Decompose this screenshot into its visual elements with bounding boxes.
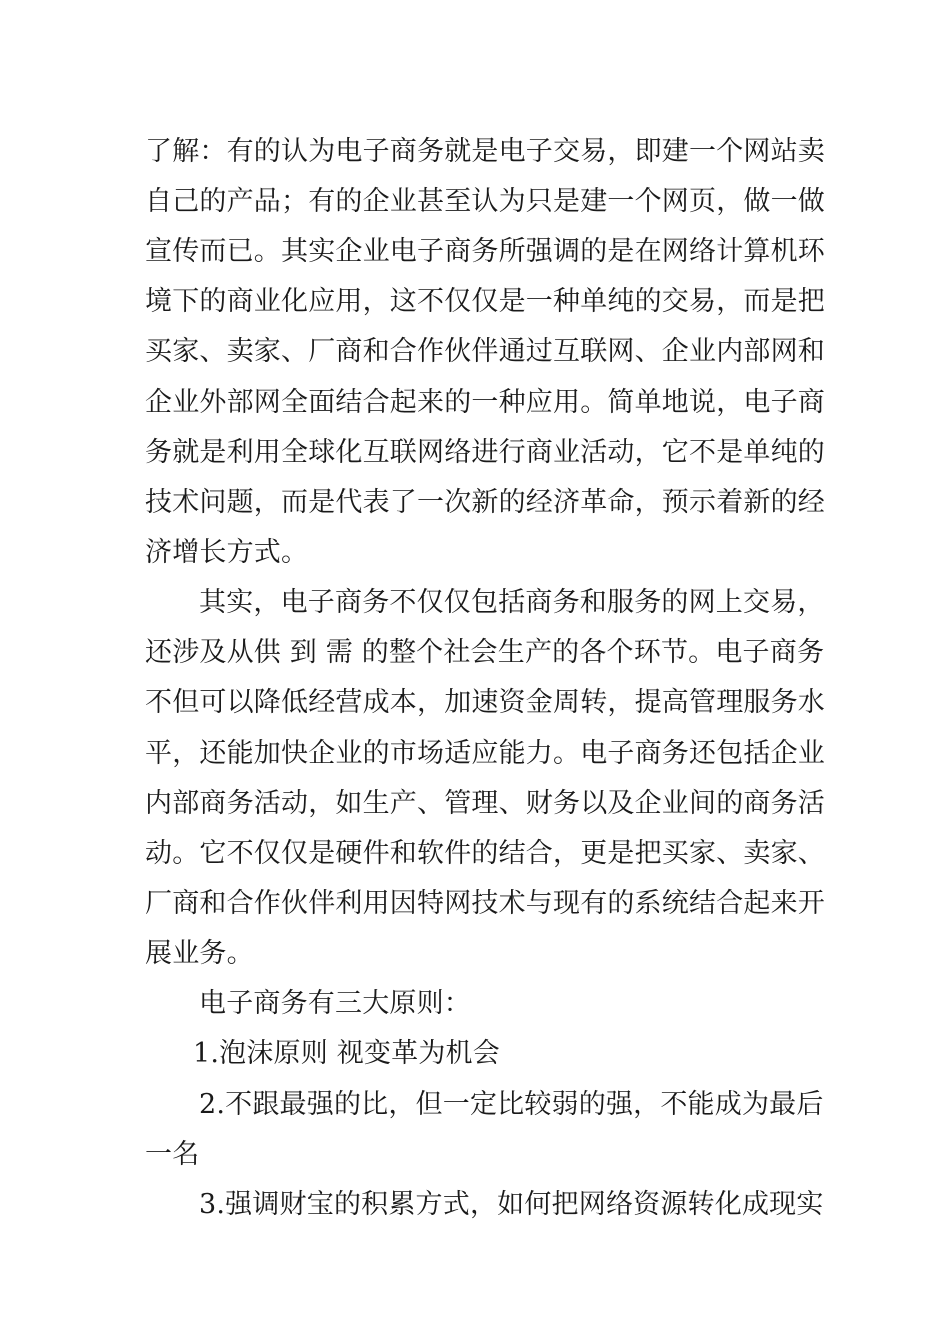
principles-intro: 电子商务有三大原则： — [199, 988, 471, 1019]
paragraph-1-line: 济增长方式。 — [145, 537, 309, 568]
paragraph-1-line: 自己的产品；有的企业甚至认为只是建一个网页，做一做 — [145, 186, 825, 217]
paragraph-2-line: 还涉及从供 到 需 的整个社会生产的各个环节。电子商务 — [145, 637, 825, 668]
paragraph-1-line: 企业外部网全面结合起来的一种应用。简单地说，电子商 — [145, 387, 825, 418]
principle-3: 3.强调财宝的积累方式，如何把网络资源转化成现实 — [199, 1189, 824, 1220]
paragraph-2-line: 不但可以降低经营成本，加速资金周转，提高管理服务水 — [145, 687, 825, 718]
paragraph-1-line: 境下的商业化应用，这不仅仅是一种单纯的交易，而是把 — [145, 286, 825, 317]
paragraph-2-line: 其实，电子商务不仅仅包括商务和服务的网上交易， — [199, 587, 825, 618]
paragraph-2-line: 展业务。 — [145, 938, 254, 969]
paragraph-1-line: 买家、卖家、厂商和合作伙伴通过互联网、企业内部网和 — [145, 336, 825, 367]
principle-1: 1.泡沫原则 视变革为机会 — [193, 1038, 500, 1069]
paragraph-1-line: 宣传而已。其实企业电子商务所强调的是在网络计算机环 — [145, 236, 825, 267]
paragraph-2-line: 平，还能加快企业的市场适应能力。电子商务还包括企业 — [145, 738, 825, 769]
paragraph-2-line: 厂商和合作伙伴利用因特网技术与现有的系统结合起来开 — [145, 888, 825, 919]
paragraph-1-line: 务就是利用全球化互联网络进行商业活动，它不是单纯的 — [145, 437, 825, 468]
principle-2-line: 2.不跟最强的比，但一定比较弱的强，不能成为最后 — [199, 1089, 824, 1120]
principle-2-line: 一名 — [145, 1139, 200, 1170]
paragraph-1-line: 技术问题，而是代表了一次新的经济革命，预示着新的经 — [145, 487, 825, 518]
paragraph-1-line: 了解：有的认为电子商务就是电子交易，即建一个网站卖 — [145, 136, 825, 167]
paragraph-2-line: 动。它不仅仅是硬件和软件的结合，更是把买家、卖家、 — [145, 838, 825, 869]
paragraph-2-line: 内部商务活动，如生产、管理、财务以及企业间的商务活 — [145, 788, 825, 819]
